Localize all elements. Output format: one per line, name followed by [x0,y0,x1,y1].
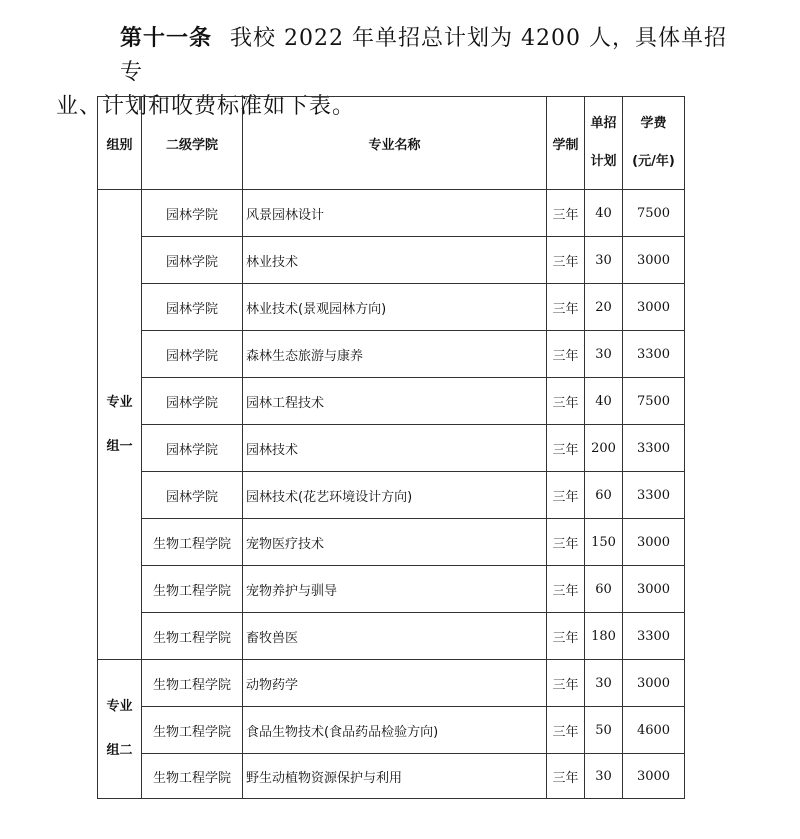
duration-cell: 三年 [547,660,585,707]
plan-count-cell: 30 [585,331,623,378]
table-row [98,237,685,284]
duration-cell: 三年 [547,754,585,799]
plan-count-cell: 30 [585,237,623,284]
group-label-bottom: 组二 [106,743,133,758]
major-name-cell: 园林工程技术 [243,378,547,425]
group-label-top: 专业 [106,394,133,410]
paragraph-line-2: 业、计划和收费标准如下表。 [56,94,356,119]
college-cell: 生物工程学院 [142,566,243,613]
college-cell: 园林学院 [142,472,243,519]
table-row [98,472,685,519]
duration-cell: 三年 [547,331,585,378]
college-cell: 生物工程学院 [142,754,243,799]
tuition-fee-cell: 7500 [623,378,685,425]
duration-cell: 三年 [547,472,585,519]
plan-count-cell: 50 [585,707,623,754]
table-row [98,707,685,754]
duration-cell: 三年 [547,237,585,284]
major-name-cell: 风景园林设计 [243,190,547,237]
tuition-fee-cell: 3000 [623,566,685,613]
table-header-row [98,97,685,190]
major-name-cell: 园林技术 [243,425,547,472]
major-name-cell: 食品生物技术(食品药品检验方向) [243,707,547,754]
plan-count-cell: 150 [585,519,623,566]
major-name-cell: 园林技术(花艺环境设计方向) [243,472,547,519]
table-row [98,613,685,660]
major-name-cell: 野生动植物资源保护与利用 [243,754,547,799]
college-cell: 生物工程学院 [142,519,243,566]
tuition-fee-cell: 3000 [623,660,685,707]
major-name-cell: 森林生态旅游与康养 [243,331,547,378]
table-row [98,190,685,237]
college-cell: 园林学院 [142,331,243,378]
duration-cell: 三年 [547,425,585,472]
table-row [98,754,685,799]
tuition-fee-cell: 3300 [623,613,685,660]
college-cell: 园林学院 [142,284,243,331]
paragraph-line-1 [56,22,746,90]
major-name-cell: 宠物养护与驯导 [243,566,547,613]
admission-plan-table [97,96,685,799]
header-fee-bottom: (元/年) [632,154,675,169]
group-label [98,190,142,660]
college-cell: 生物工程学院 [142,613,243,660]
major-name-cell: 畜牧兽医 [243,613,547,660]
college-cell: 园林学院 [142,425,243,472]
header-plan-bottom: 计划 [590,154,617,169]
college-cell: 生物工程学院 [142,660,243,707]
header-plan [585,97,623,190]
table-row [98,660,685,707]
major-name-cell: 林业技术(景观园林方向) [243,284,547,331]
major-name-cell: 林业技术 [243,237,547,284]
tuition-fee-cell: 3000 [623,519,685,566]
college-cell: 园林学院 [142,237,243,284]
article-lead: 第十一条 [120,26,213,51]
header-major: 专业名称 [243,97,547,190]
header-group: 组别 [98,97,142,190]
tuition-fee-cell: 7500 [623,190,685,237]
table-row [98,425,685,472]
paragraph-text-1: 我校 2022 年单招总计划为 4200 人，具体单招专 [120,26,727,85]
duration-cell: 三年 [547,284,585,331]
duration-cell: 三年 [547,190,585,237]
tuition-fee-cell: 3000 [623,237,685,284]
plan-count-cell: 40 [585,378,623,425]
tuition-fee-cell: 4600 [623,707,685,754]
duration-cell: 三年 [547,707,585,754]
header-college: 二级学院 [142,97,243,190]
table-row [98,331,685,378]
header-fee-top: 学费 [640,116,667,131]
table-row [98,284,685,331]
duration-cell: 三年 [547,566,585,613]
plan-count-cell: 60 [585,566,623,613]
duration-cell: 三年 [547,613,585,660]
plan-count-cell: 20 [585,284,623,331]
plan-count-cell: 60 [585,472,623,519]
table-row [98,566,685,613]
tuition-fee-cell: 3000 [623,754,685,799]
plan-count-cell: 30 [585,754,623,799]
header-duration: 学制 [547,97,585,190]
major-name-cell: 宠物医疗技术 [243,519,547,566]
plan-count-cell: 180 [585,613,623,660]
college-cell: 园林学院 [142,190,243,237]
plan-count-cell: 40 [585,190,623,237]
plan-count-cell: 30 [585,660,623,707]
tuition-fee-cell: 3300 [623,425,685,472]
duration-cell: 三年 [547,378,585,425]
group-label-bottom: 组一 [106,438,133,454]
plan-count-cell: 200 [585,425,623,472]
group-label [98,660,142,799]
tuition-fee-cell: 3300 [623,472,685,519]
header-fee [623,97,685,190]
header-plan-top: 单招 [590,116,617,131]
college-cell: 园林学院 [142,378,243,425]
tuition-fee-cell: 3300 [623,331,685,378]
duration-cell: 三年 [547,519,585,566]
college-cell: 生物工程学院 [142,707,243,754]
group-label-top: 专业 [106,699,133,714]
tuition-fee-cell: 3000 [623,284,685,331]
table-row [98,519,685,566]
table-row [98,378,685,425]
major-name-cell: 动物药学 [243,660,547,707]
